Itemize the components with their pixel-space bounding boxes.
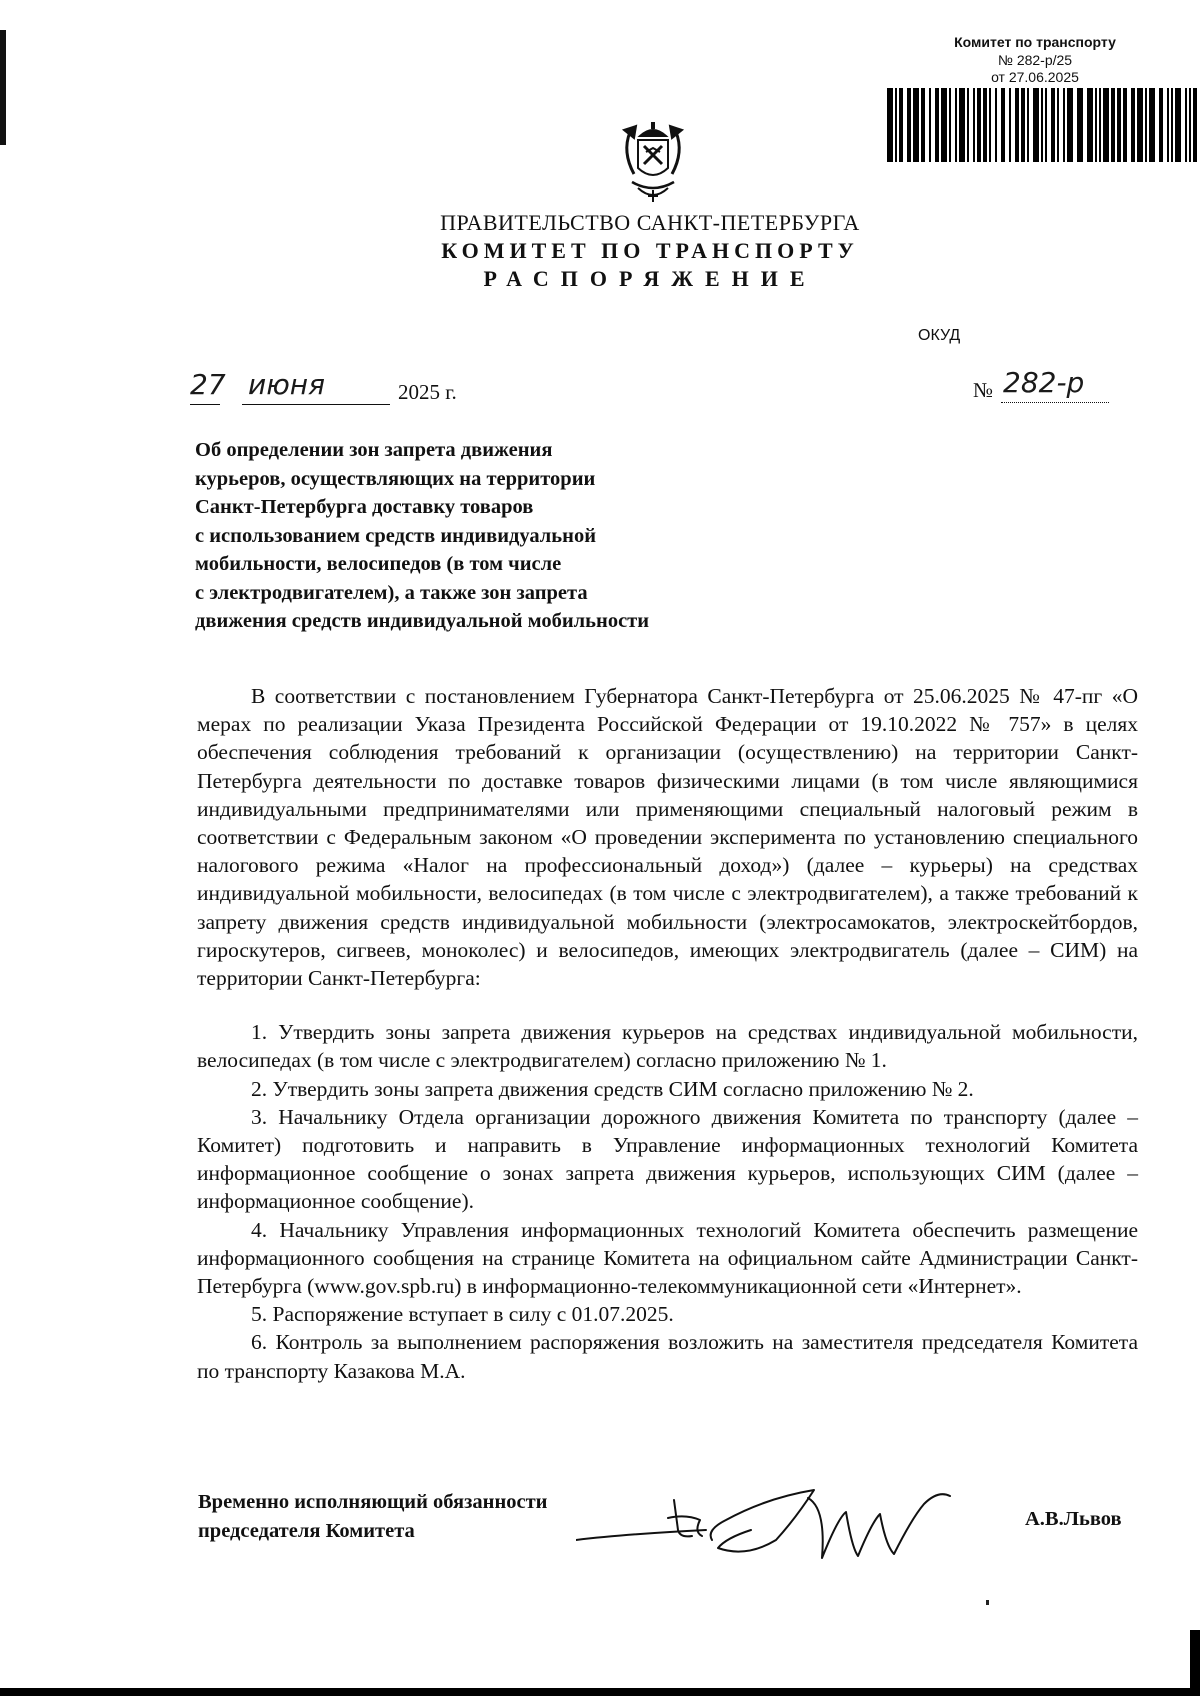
- handwritten-signature: [576, 1478, 1036, 1568]
- date-underline: [242, 404, 390, 405]
- number-underline: [1001, 402, 1109, 403]
- barcode: [887, 88, 1199, 162]
- coat-of-arms-emblem: [618, 122, 688, 207]
- scan-edge-mark: [0, 1688, 1200, 1696]
- date-year: 2025 г.: [398, 380, 457, 404]
- title-line: мобильности, велосипедов (в том числе: [195, 553, 562, 575]
- document-type: РАСПОРЯЖЕНИЕ: [483, 266, 817, 291]
- document-title: [195, 436, 755, 636]
- signatory-position-line: председателя Комитета: [198, 1520, 415, 1542]
- document-number: [973, 368, 1143, 404]
- document-body: [197, 682, 1138, 1385]
- scan-speck: [986, 1600, 989, 1605]
- title-line: Об определении зон запрета движения: [195, 439, 553, 461]
- order-item: 2. Утвердить зоны запрета движения средств СИМ согласно приложению № 2.: [251, 1076, 974, 1101]
- order-item: 3. Начальнику Отдела организации дорожного движения Комитета по транспорту (далее – Комитет) подготовить и направить в Управление информационных технологий Комитета информационное сообщение о зонах запрета движения курьеров, использующих СИМ (далее – информационное сообщение).: [197, 1104, 1138, 1214]
- title-line: движения средств индивидуальной мобильности: [195, 610, 650, 632]
- okud-label: ОКУД: [918, 327, 961, 344]
- signatory-position: [198, 1488, 547, 1546]
- order-item: 5. Распоряжение вступает в силу с 01.07.2025.: [251, 1302, 674, 1327]
- document-date: [190, 368, 490, 408]
- date-month: июня: [248, 368, 325, 401]
- date-underline: [190, 404, 220, 405]
- stamp-committee: Комитет по транспорту: [954, 34, 1116, 50]
- title-line: с электродвигателем), а также зон запрета: [195, 581, 588, 604]
- number-sign: №: [973, 378, 994, 402]
- signatory-name: А.В.Львов: [1025, 1508, 1122, 1530]
- title-line: с использованием средств индивидуальной: [195, 524, 597, 547]
- committee-name: КОМИТЕТ ПО ТРАНСПОРТУ: [441, 238, 859, 263]
- scan-edge-mark: [1190, 1630, 1200, 1696]
- order-item: 4. Начальнику Управления информационных технологий Комитета обеспечить размещение информационного сообщения на странице Комитета на официальном сайте Администрации Санкт-Петербурга (www.gov.spb.ru) в информационно-телекоммуникационной сети «Интернет».: [197, 1217, 1138, 1299]
- preamble-paragraph: В соответствии с постановлением Губернатора Санкт-Петербурга от 25.06.2025 № 47-пг «О мерах по реализации Указа Президента Российской Федерации от 19.10.2022 № 757» в целях обеспечения соблюдения требований к организации (осуществлению) на территории Санкт-Петербурга деятельности по доставке товаров физическими лицами (в том числе являющимися индивидуальными предпринимателями или применяющими специальный налоговый режим в соответствии с Федеральным законом «О проведении эксперимента по установлению специального налогового режима «Налог на профессиональный доход») (далее – курьеры) на средствах индивидуальной мобильности, велосипедах (в том числе с электродвигателем), а также требований к запрету движения средств индивидуальной мобильности (электросамокатов, электроскейтбордов, гироскутеров, сигвеев, моноколес) и велосипедов, имеющих электродвигатель (далее – СИМ) на территории Санкт-Петербурга:: [197, 684, 1138, 991]
- government-name: ПРАВИТЕЛЬСТВО САНКТ-ПЕТЕРБУРГА: [440, 210, 860, 235]
- number-value: 282-р: [1003, 366, 1085, 399]
- order-item: 1. Утвердить зоны запрета движения курьеров на средствах индивидуальной мобильности, велосипедах (в том числе с электродвигателем) согласно приложению № 1.: [197, 1020, 1138, 1073]
- title-line: Санкт-Петербурга доставку товаров: [195, 496, 534, 518]
- title-line: курьеров, осуществляющих на территории: [195, 467, 596, 490]
- scan-edge-mark: [0, 30, 6, 145]
- date-day: 27: [190, 368, 226, 401]
- order-item: 6. Контроль за выполнением распоряжения возложить на заместителя председателя Комитета по транспорту Казакова М.А.: [197, 1330, 1138, 1383]
- stamp-number: № 282-р/25: [997, 52, 1073, 68]
- signatory-position-line: Временно исполняющий обязанности: [198, 1491, 548, 1513]
- stamp-date: от 27.06.2025: [991, 69, 1079, 85]
